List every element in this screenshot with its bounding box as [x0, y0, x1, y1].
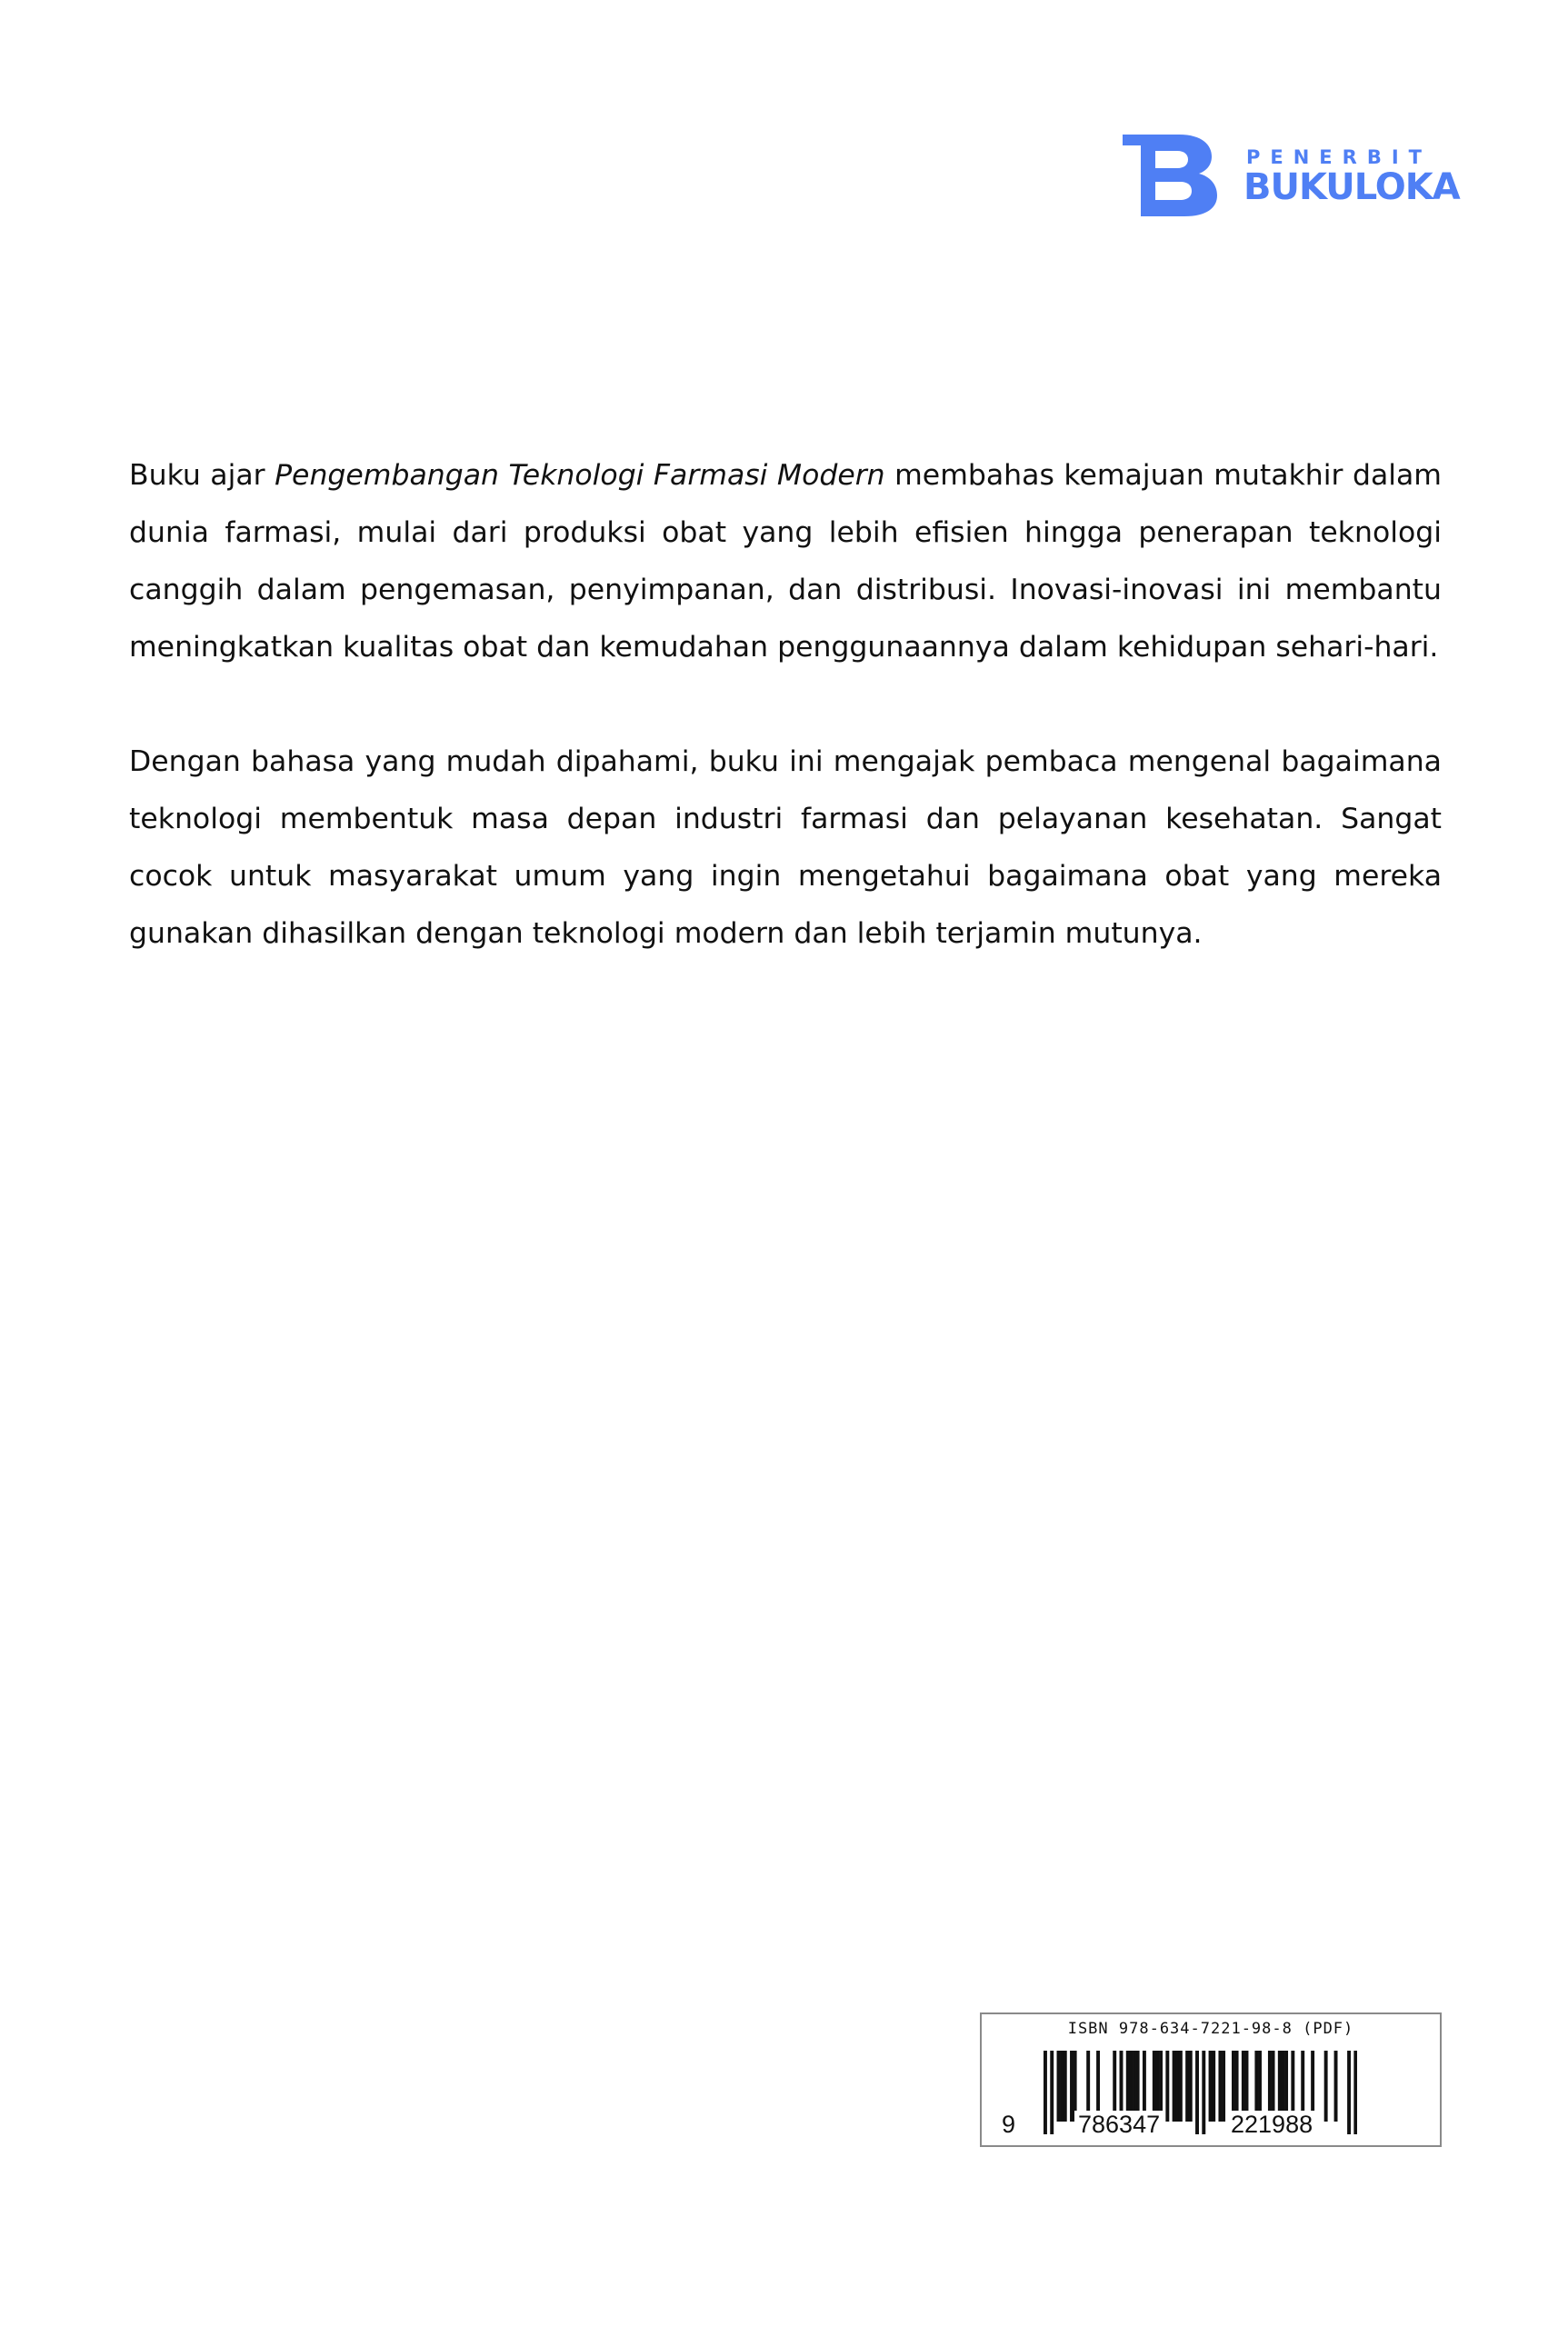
- barcode-bar: [1173, 2051, 1176, 2122]
- book-description: [129, 447, 1442, 963]
- barcode-bar: [1179, 2051, 1183, 2122]
- isbn-digit-lead: 9: [1002, 2111, 1016, 2138]
- isbn-digits-group-1: 786347: [1074, 2111, 1164, 2138]
- barcode-bar: [1212, 2051, 1215, 2122]
- barcode-bar: [1222, 2051, 1225, 2122]
- publisher-label-small: PENERBIT: [1246, 146, 1432, 168]
- book-title: Pengembangan Teknologi Farmasi Modern: [275, 459, 885, 492]
- publisher-logo: [1123, 132, 1460, 223]
- description-paragraph-1: [129, 447, 1442, 676]
- description-p1-rest: membahas kemajuan mutakhir dalam dunia farmasi, mulai dari produksi obat yang lebih efisien hingga penerapan teknologi canggih dalam pengemasan, penyimpanan, dan distribusi. Inovasi-inovasi ini membantu meningkatkan kualitas obat dan kemudahan penggunaannya dalam kehidupan sehari-hari.: [129, 459, 1442, 664]
- description-paragraph-2: Dengan bahasa yang mudah dipahami, buku ini mengajak pembaca mengenal bagaimana teknologi membentuk masa depan industri farmasi dan pelayanan kesehatan. Sangat cocok untuk masyarakat umum yang ingin mengetahui bagaimana obat yang mereka gunakan dihasilkan dengan teknologi modern dan lebih terjamin mutunya.: [129, 745, 1442, 950]
- barcode-bar: [1189, 2051, 1193, 2122]
- barcode-guard-bar: [1353, 2051, 1357, 2134]
- barcode-guard-bar: [1195, 2051, 1199, 2134]
- barcode-bar: [1064, 2051, 1067, 2122]
- barcode-guard-bar: [1044, 2051, 1047, 2134]
- barcode-bar: [1057, 2051, 1061, 2122]
- isbn-barcode-box: [980, 2012, 1442, 2147]
- isbn-digits-group-2: 221988: [1227, 2111, 1316, 2138]
- barcode-guard-bar: [1347, 2051, 1351, 2134]
- barcode-bar: [1218, 2051, 1222, 2122]
- barcode-guard-bar: [1202, 2051, 1205, 2134]
- publisher-name: BUKULOKA: [1243, 166, 1460, 208]
- barcode-bar: [1185, 2051, 1189, 2122]
- barcode-guard-bar: [1050, 2051, 1054, 2134]
- isbn-label: ISBN 978-634-7221-98-8 (PDF): [1067, 2020, 1354, 2038]
- publisher-b-logo-icon: [1123, 135, 1218, 216]
- barcode-bar: [1334, 2051, 1338, 2122]
- barcode-bar: [1175, 2051, 1179, 2122]
- description-p1-prefix: Buku ajar: [129, 459, 275, 492]
- barcode-bar: [1209, 2051, 1213, 2122]
- barcode-bar: [1165, 2051, 1169, 2122]
- barcode-bar: [1324, 2051, 1328, 2122]
- barcode-bar: [1060, 2051, 1064, 2122]
- barcode-bar: [1070, 2051, 1074, 2122]
